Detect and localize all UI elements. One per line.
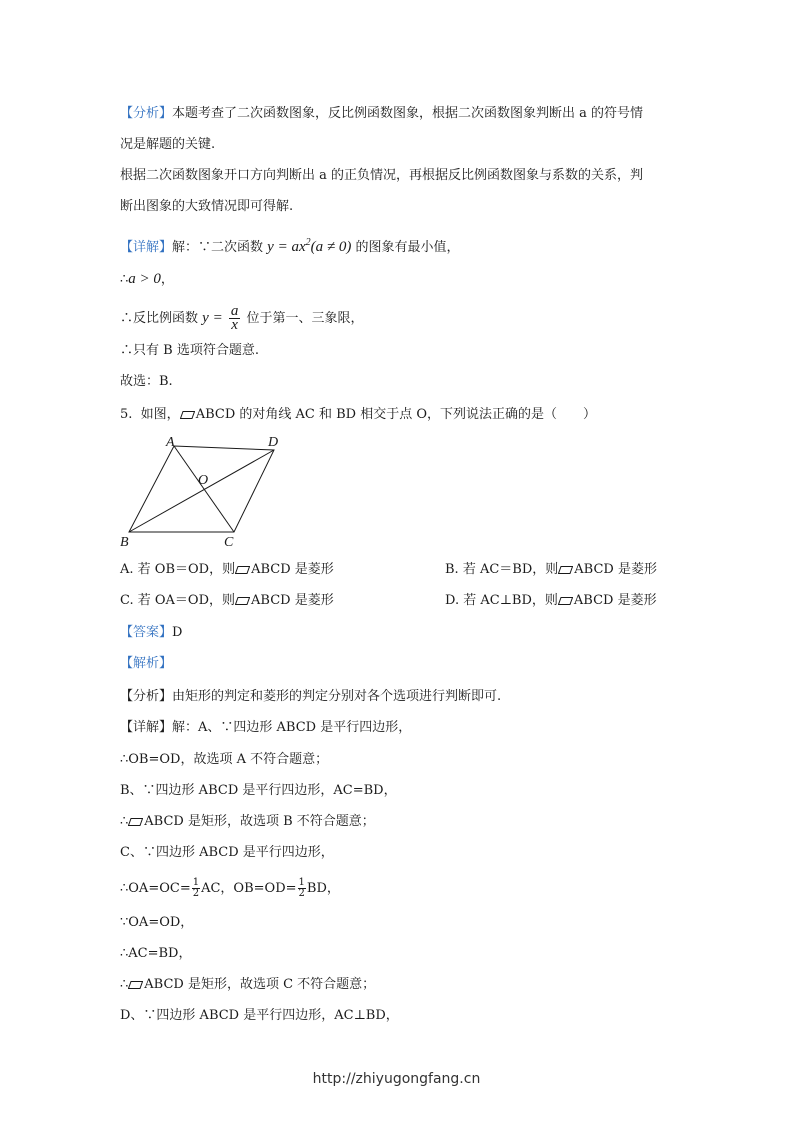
answer-tag: 【答案】 bbox=[120, 625, 173, 640]
parallelogram-icon bbox=[128, 818, 143, 825]
analysis-paragraph-2-cont: 断出图象的大致情况即可得解. bbox=[120, 199, 294, 214]
jiexi-tag: 【解析】 bbox=[120, 656, 173, 671]
parallelogram-figure bbox=[118, 434, 298, 549]
analysis-paragraph-1 bbox=[120, 105, 643, 123]
detail-line-4: ∴只有 B 选项符合题意. bbox=[120, 343, 259, 358]
vertex-label-c: C bbox=[224, 535, 234, 549]
detail-2-line-7: ∵OA=OD， bbox=[120, 915, 194, 930]
fraction-one-half: $\frac{1}{2}$ bbox=[192, 877, 200, 899]
detail-2-line-3: B、∵四边形 ABCD 是平行四边形，AC=BD， bbox=[120, 783, 397, 798]
option-b: B. 若 AC＝BD，则 ABCD 是菱形 bbox=[445, 562, 657, 577]
detail-text-post: 的图象有最小值， bbox=[355, 240, 460, 255]
vertex-label-b: B bbox=[120, 535, 129, 549]
analysis-paragraph-2: 根据二次函数图象开口方向判断出 a 的正负情况，再根据反比例函数图象与系数的关系，判 bbox=[120, 168, 644, 183]
detail-2-line-8: ∴AC=BD， bbox=[120, 946, 192, 961]
parallelogram-icon bbox=[558, 566, 573, 573]
detail-2-line-5: C、∵四边形 ABCD 是平行四边形， bbox=[120, 845, 334, 860]
detail-2-line-4: ∴ ABCD 是矩形，故选项 B 不符合题意； bbox=[120, 814, 375, 829]
detail-line-2: ∴a > 0， bbox=[120, 271, 174, 287]
answer-value: D bbox=[172, 625, 183, 640]
parallelogram-icon bbox=[235, 566, 250, 573]
analysis-paragraph-1-cont: 况是解题的关键. bbox=[120, 137, 216, 152]
parallelogram-icon bbox=[128, 981, 143, 988]
parallelogram-icon bbox=[180, 411, 195, 418]
diagonal-ac bbox=[174, 446, 234, 532]
detail-tag: 【详解】 bbox=[120, 240, 173, 255]
parallelogram-outline bbox=[129, 446, 274, 532]
detail-2-line-6: ∴OA=OC= $\frac{1}{2}$ AC，OB=OD= $\frac{1}{2}$ BD， bbox=[120, 877, 340, 899]
detail-2-line-1: 【详解】解：A、∵四边形 ABCD 是平行四边形， bbox=[120, 720, 412, 735]
footer-url[interactable]: http://zhiyugongfang.cn bbox=[312, 1071, 481, 1087]
detail-text: 解：∵二次函数 bbox=[172, 240, 264, 255]
detail-line-5: 故选：B. bbox=[120, 374, 173, 389]
option-d: D. 若 AC⊥BD，则 ABCD 是菱形 bbox=[445, 593, 657, 608]
detail-line-3: ∴反比例函数 y = $\frac{a}{x}$ 位于第一、三象限， bbox=[120, 303, 364, 333]
detail-line-1 bbox=[120, 234, 460, 257]
vertex-label-o: O bbox=[198, 473, 209, 488]
vertex-label-a: A bbox=[166, 435, 175, 450]
fraction-one-half: $\frac{1}{2}$ bbox=[298, 877, 305, 899]
detail-2-line-9: ∴ ABCD 是矩形，故选项 C 不符合题意； bbox=[120, 977, 376, 992]
reciprocal-lhs: y = bbox=[202, 310, 223, 326]
detail-2-line-2: ∴OB=OD，故选项 A 不符合题意； bbox=[120, 752, 329, 767]
parallelogram-icon bbox=[558, 597, 573, 604]
parallelogram-icon bbox=[235, 597, 250, 604]
question-5-stem: 5. 如图， ABCD 的对角线 AC 和 BD 相交于点 O，下列说法正确的是（ ） bbox=[120, 407, 597, 422]
detail-2-line-10: D、∵四边形 ABCD 是平行四边形，AC⊥BD， bbox=[120, 1008, 399, 1023]
option-a: A. 若 OB＝OD，则 ABCD 是菱形 bbox=[120, 562, 334, 577]
analysis-tag: 【分析】 bbox=[120, 106, 173, 121]
analysis-2: 【分析】由矩形的判定和菱形的判定分别对各个选项进行判断即可. bbox=[120, 689, 502, 704]
inequality-expression: a > 0 bbox=[128, 271, 161, 287]
vertex-label-d: D bbox=[268, 435, 279, 450]
option-c: C. 若 OA＝OD，则 ABCD 是菱形 bbox=[120, 593, 334, 608]
quadratic-expression: $y = ax^2(a \ne 0)$ bbox=[267, 237, 352, 255]
answer-line bbox=[120, 624, 182, 642]
fraction-a-over-x: $\frac{a}{x}$ bbox=[230, 303, 239, 333]
analysis-text: 本题考查了二次函数图象，反比例函数图象，根据二次函数图象判断出 a 的符号情 bbox=[172, 106, 644, 121]
